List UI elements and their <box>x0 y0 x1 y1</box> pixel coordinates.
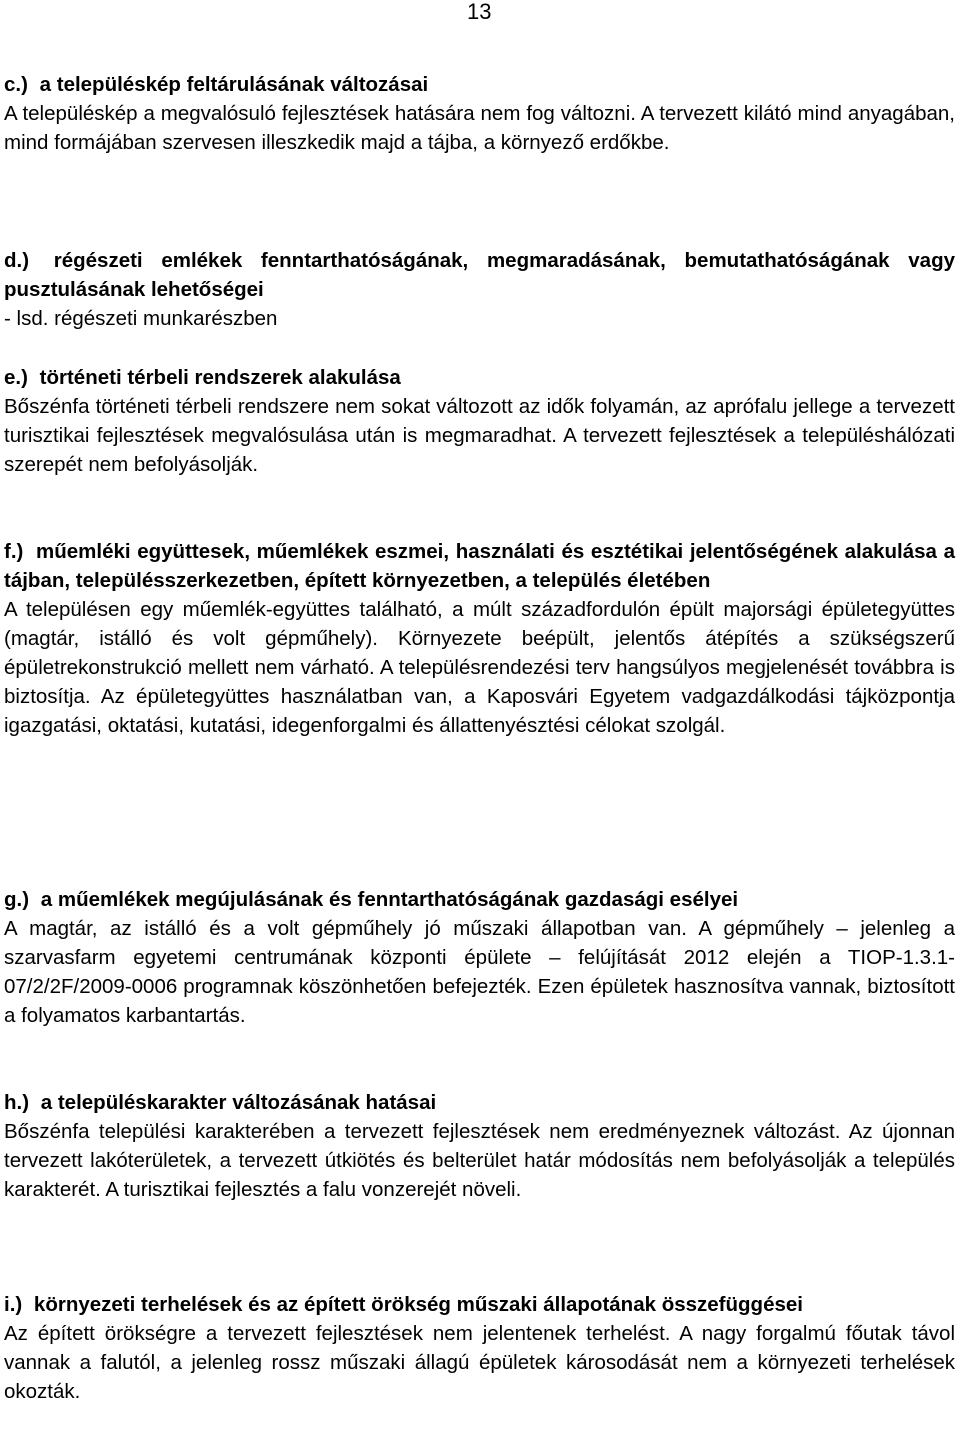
section-heading <box>4 246 955 304</box>
section-body: A településkép a megvalósuló fejlesztések hatására nem fog változni. A tervezett kilátó mind anyagában, mind formájában szervesen illeszkedik majd a tájba, a környező erdőkbe. <box>4 102 955 154</box>
section-title: történeti térbeli rendszerek alakulása <box>39 366 401 389</box>
section-letter: f.) <box>4 540 24 563</box>
section-title: a településkarakter változásának hatásai <box>40 1091 437 1114</box>
section-body: - lsd. régészeti munkarészben <box>4 307 278 330</box>
section-letter: g.) <box>4 888 30 911</box>
section-e <box>4 363 955 479</box>
section-letter: e.) <box>4 366 28 389</box>
section-g <box>4 885 955 1030</box>
section-body: A településen egy műemlék-együttes található, a múlt századfordulón épült majorsági épületegyüttes (magtár, istálló és volt gépműhely). Környezete beépült, jelentős átépítés a szükségszerű épületrekonstrukció mellett nem várható. A településrendezési terv hangsúlyos megjelenését továbbra is biztosítja. Az épületegyüttes használatban van, a Kaposvári Egyetem vadgazdálkodási tájközpontja igazgatási, oktatási, kutatási, idegenforgalmi és állattenyésztési célokat szolgál. <box>4 598 955 737</box>
section-f <box>4 537 955 740</box>
section-d <box>4 246 955 333</box>
section-letter: h.) <box>4 1091 30 1114</box>
section-letter: c.) <box>4 73 28 96</box>
section-i <box>4 1290 955 1406</box>
section-title: régészeti emlékek fenntarthatóságának, megmaradásának, bemutathatóságának vagy pusztulásának lehetőségei <box>4 249 955 301</box>
section-h <box>4 1088 955 1204</box>
section-heading <box>4 363 955 392</box>
section-heading <box>4 1290 955 1319</box>
section-body: A magtár, az istálló és a volt gépműhely jó műszaki állapotban van. A gépműhely – jelenleg a szarvasfarm egyetemi centrumának központi épülete – felújítását 2012 elején a TIOP-1.3.1-07/2/2F/2009-0006 programnak köszönhetően befejezték. Ezen épületek hasznosítva vannak, biztosított a folyamatos karbantartás. <box>4 917 955 1027</box>
section-body: Bőszénfa települési karakterében a tervezett fejlesztések nem eredményeznek változást. Az újonnan tervezett lakóterületek, a tervezett útkiötés és belterület határ módosítás nem befolyásolják a település karakterét. A turisztikai fejlesztés a falu vonzerejét növeli. <box>4 1120 955 1201</box>
section-heading <box>4 70 955 99</box>
section-body: Bőszénfa történeti térbeli rendszere nem sokat változott az idők folyamán, az aprófalu jellege a tervezett turisztikai fejlesztések megvalósulása után is megmaradhat. A tervezett fejlesztések a településhálózati szerepét nem befolyásolják. <box>4 395 955 476</box>
section-title: a településkép feltárulásának változásai <box>39 73 429 96</box>
section-heading <box>4 885 955 914</box>
section-heading <box>4 537 955 595</box>
section-c <box>4 70 955 157</box>
section-heading <box>4 1088 955 1117</box>
section-body: Az épített örökségre a tervezett fejlesztések nem jelentenek terhelést. A nagy forgalmú főutak távol vannak a falutól, a jelenleg rossz műszaki állagú épületek károsodását nem a környezeti terhelések okozták. <box>4 1322 955 1403</box>
section-letter: i.) <box>4 1293 23 1316</box>
section-title: a műemlékek megújulásának és fenntarthatóságának gazdasági esélyei <box>40 888 739 911</box>
section-title: környezeti terhelések és az épített örökség műszaki állapotának összefüggései <box>33 1293 803 1316</box>
section-title: műemléki együttesek, műemlékek eszmei, használati és esztétikai jelentőségének alakulása a tájban, településszerkezetben, épített környezetben, a település életében <box>4 540 955 592</box>
page-number: 13 <box>467 0 492 24</box>
section-letter: d.) <box>4 249 30 272</box>
